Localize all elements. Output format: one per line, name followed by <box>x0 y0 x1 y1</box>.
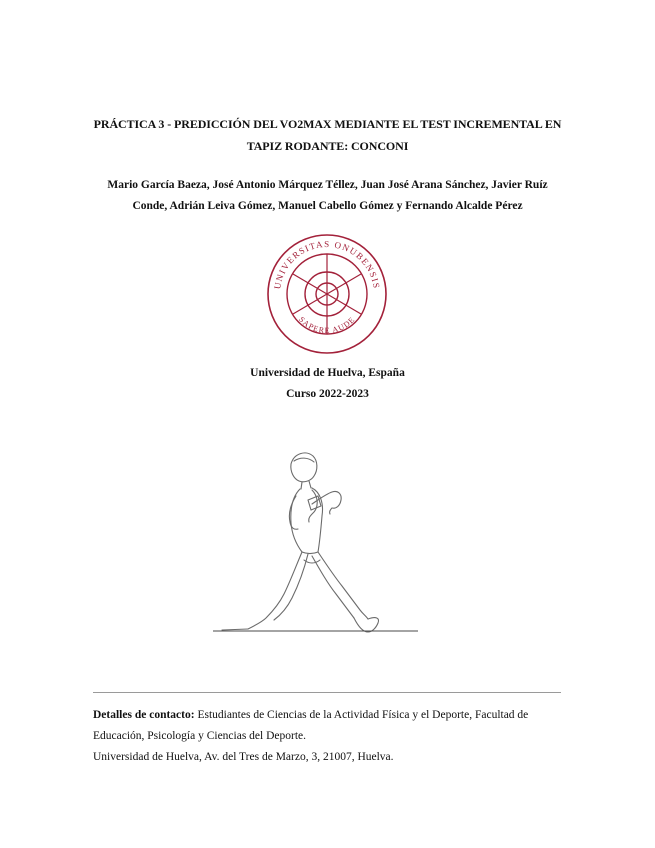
contact-line-1 <box>93 705 563 726</box>
university-name: Universidad de Huelva, España <box>250 367 405 379</box>
author-list <box>80 175 575 217</box>
seal-motto: SAPERE AUDE <box>297 314 357 336</box>
contact-line-2: Educación, Psicología y Ciencias del Deporte. <box>93 730 307 742</box>
title-line-1: PRÁCTICA 3 - PREDICCIÓN DEL VO2MAX MEDIANTE EL TEST INCREMENTAL EN <box>93 117 562 131</box>
document-title <box>80 113 575 157</box>
runner-illustration-icon <box>208 448 438 636</box>
university-seal-icon <box>266 233 388 355</box>
title-line-2: TAPIZ RODANTE: CONCONI <box>246 139 409 153</box>
authors-line-2: Conde, Adrián Leiva Gómez, Manuel Cabello Gómez y Fernando Alcalde Pérez <box>132 200 523 212</box>
affiliation <box>150 363 505 405</box>
seal-inscription: UNIVERSITAS ONUBENSIS <box>272 238 382 290</box>
course-year: Curso 2022-2023 <box>286 388 369 400</box>
contact-label: Detalles de contacto: <box>93 709 195 721</box>
section-divider <box>93 692 561 693</box>
authors-line-1: Mario García Baeza, José Antonio Márquez Téllez, Juan José Arana Sánchez, Javier Ruíz <box>107 179 548 191</box>
contact-text: Estudiantes de Ciencias de la Actividad Física y el Deporte, Facultad de <box>194 709 529 721</box>
contact-address: Universidad de Huelva, Av. del Tres de Marzo, 3, 21007, Huelva. <box>93 751 394 763</box>
contact-details <box>93 705 563 768</box>
